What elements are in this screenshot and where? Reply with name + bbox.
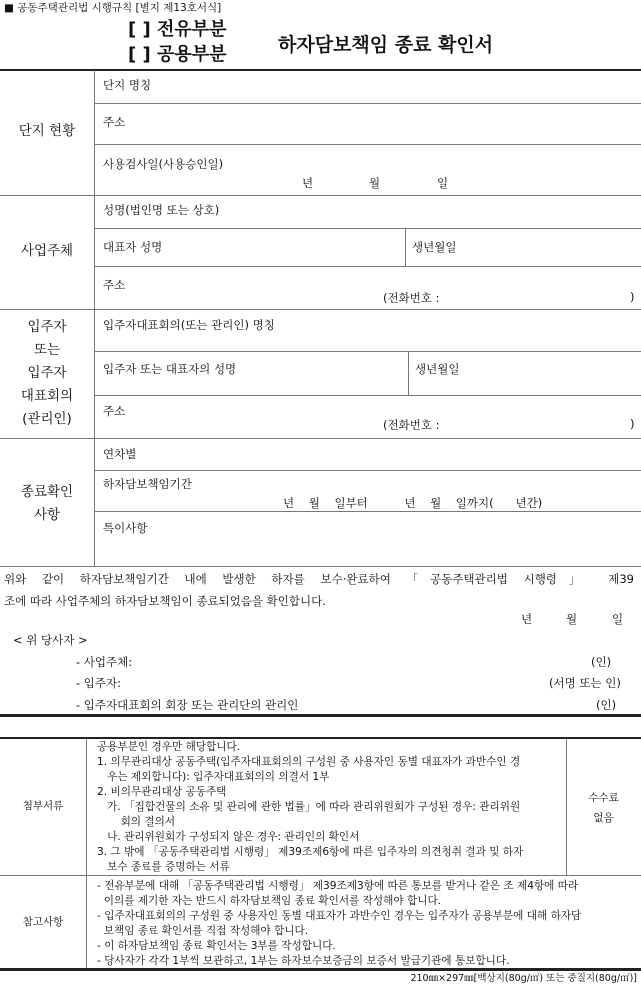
notes-label-divider (86, 738, 87, 969)
year-item-label: 연차별 (103, 447, 137, 461)
row-divider (94, 351, 641, 352)
notes-list (97, 879, 581, 969)
notes-row-divider (0, 875, 641, 876)
row-divider (94, 395, 641, 396)
business-phone-close: ) (630, 290, 635, 304)
note-line: - 전유부분에 대해 「공동주택관리법 시행령」 제39조제3항에 따른 통보를 받거나 같은 조 제4항에 따라 (97, 880, 579, 892)
statement-year-label: 년 (521, 612, 533, 626)
row-divider (94, 144, 641, 145)
resident-label-line: 또는 (33, 342, 61, 358)
attachments-label: 첨부서류 (22, 800, 64, 812)
approval-year-label: 년 (302, 176, 314, 190)
resident-label-line: 대표회의 (20, 388, 74, 404)
row-divider (94, 228, 641, 229)
note-line: - 당사자가 각각 1부씩 보관하고, 1부는 하자보수보증금의 보증서 발급기관에 통보합니다. (97, 955, 510, 967)
business-phone-label: (전화번호 : (383, 291, 440, 305)
statement-line-1: 위와 같이 하자담보책임기간 내에 발생한 하자를 보수·완료하여 「공동주택관리법 시행령」 제39 (4, 572, 634, 586)
section-label-termination (0, 481, 94, 527)
statement-bottom-border (0, 714, 641, 717)
cell-divider (405, 229, 406, 266)
party-resident-seal: (서명 또는 인) (549, 676, 621, 690)
section-divider (0, 195, 641, 196)
note-line: 보책임 종료 확인서를 직접 작성해야 합니다. (97, 925, 309, 937)
party-council-label: - 입주자대표회의 회장 또는 관리단의 관리인 (76, 698, 299, 712)
party-business-seal: (인) (591, 655, 612, 669)
note-line: - 입주자대표회의의 구성원 중 사용자인 동별 대표자가 과반수인 경우는 입주자가 공용부분에 대해 하자담 (97, 910, 582, 922)
resident-label-line: 입주자 (27, 319, 67, 335)
business-company-label: 성명(법인명 또는 상호) (103, 203, 220, 217)
termination-label-line: 사항 (33, 507, 61, 523)
party-business-label: - 사업주체: (76, 655, 133, 669)
form-reference: ■ 공동주택관리법 시행규칙 [별지 제13호서식] (4, 2, 222, 14)
statement-month-label: 월 (566, 612, 578, 626)
complex-name-label: 단지 명칭 (103, 78, 152, 92)
statement-day-label: 일 (612, 612, 624, 626)
paper-spec: 210㎜×297㎜[백상지(80g/㎡) 또는 중질지(80g/㎡)] (410, 973, 637, 984)
termination-label-line: 종료확인 (20, 484, 74, 500)
attachment-line: 2. 비의무관리대상 공동주택 (97, 786, 227, 798)
attachment-line: 3. 그 밖에 「공동주택관리법 시행령」 제39조제6항에 따른 입주자의 의견청취 결과 및 하자 (97, 846, 524, 858)
attachment-line: 가. 「집합건물의 소유 및 관리에 관한 법률」에 따라 관리위원회가 구성된 경우: 관리위원 (97, 801, 521, 813)
business-rep-label: 대표자 성명 (103, 240, 163, 254)
section-divider (0, 566, 641, 567)
row-divider (94, 266, 641, 267)
section-label-business: 사업주체 (20, 243, 74, 259)
resident-phone-label: (전화번호 : (383, 418, 440, 432)
row-divider (94, 511, 641, 512)
section-label-complex: 단지 현황 (18, 123, 76, 139)
notes-label: 참고사항 (22, 916, 64, 928)
option-common-part[interactable]: [ ] 공용부분 (128, 44, 227, 65)
resident-label-line: 입주자 (27, 365, 67, 381)
attachments-list (97, 740, 523, 875)
attachment-line: 공용부분인 경우만 해당합니다. (97, 741, 241, 753)
note-line: 이의를 제기한 자는 반드시 하자담보책임 종료 확인서를 작성해야 합니다. (97, 895, 442, 907)
cell-divider (408, 352, 409, 395)
resident-label-line: (관리인) (22, 411, 72, 427)
parties-heading: < 위 당사자 > (13, 633, 88, 647)
attachment-line: 보수 종료를 증명하는 서류 (97, 861, 230, 873)
section-label-resident (0, 316, 94, 431)
fee-value: 없음 (593, 812, 614, 824)
attachment-line: 1. 의무관리대상 공동주택(입주자대표회의의 구성원 중 사용자인 동별 대표자가 과반수인 경 (97, 756, 521, 768)
warranty-period-label: 하자담보책임기간 (103, 477, 192, 491)
row-divider (94, 103, 641, 104)
row-divider (94, 470, 641, 471)
resident-council-label: 입주자대표회의(또는 관리인) 명칭 (103, 318, 275, 332)
notes-table-top-border (0, 737, 641, 739)
attachment-line: 나. 관리위원회가 구성되지 않은 경우: 관리인의 확인서 (97, 831, 360, 843)
fee-column-divider (566, 738, 567, 875)
complex-address-label: 주소 (103, 115, 126, 129)
party-resident-label: - 입주자: (76, 676, 122, 690)
attachment-line: 우는 제외합니다): 입주자대표회의의 의결서 1부 (97, 771, 330, 783)
section-divider (0, 309, 641, 310)
resident-address-label: 주소 (103, 404, 126, 418)
approval-month-label: 월 (369, 176, 381, 190)
table-top-border (0, 69, 641, 71)
statement-line-2: 조에 따라 사업주체의 하자담보책임이 종료되었음을 확인합니다. (4, 594, 326, 608)
party-council-seal: (인) (596, 698, 617, 712)
approval-date-label: 사용검사일(사용승인일) (103, 157, 224, 171)
fee-label: 수수료 (588, 792, 619, 804)
option-exclusive-part[interactable]: [ ] 전유부분 (128, 19, 227, 40)
resident-birth-label: 생년월일 (415, 362, 460, 376)
resident-name-label: 입주자 또는 대표자의 성명 (103, 362, 237, 376)
business-address-label: 주소 (103, 278, 126, 292)
approval-day-label: 일 (437, 176, 449, 190)
attachment-line: 회의 결의서 (97, 816, 176, 828)
special-notes-label: 특이사항 (103, 521, 148, 535)
warranty-period-line: 년 월 일부터 년 월 일까지( 년간) (283, 496, 543, 510)
resident-phone-close: ) (630, 417, 635, 431)
business-birth-label: 생년월일 (412, 240, 457, 254)
form-title: 하자담보책임 종료 확인서 (278, 34, 494, 56)
note-line: - 이 하자담보책임 종료 확인서는 3부를 작성합니다. (97, 940, 336, 952)
section-divider (0, 438, 641, 439)
